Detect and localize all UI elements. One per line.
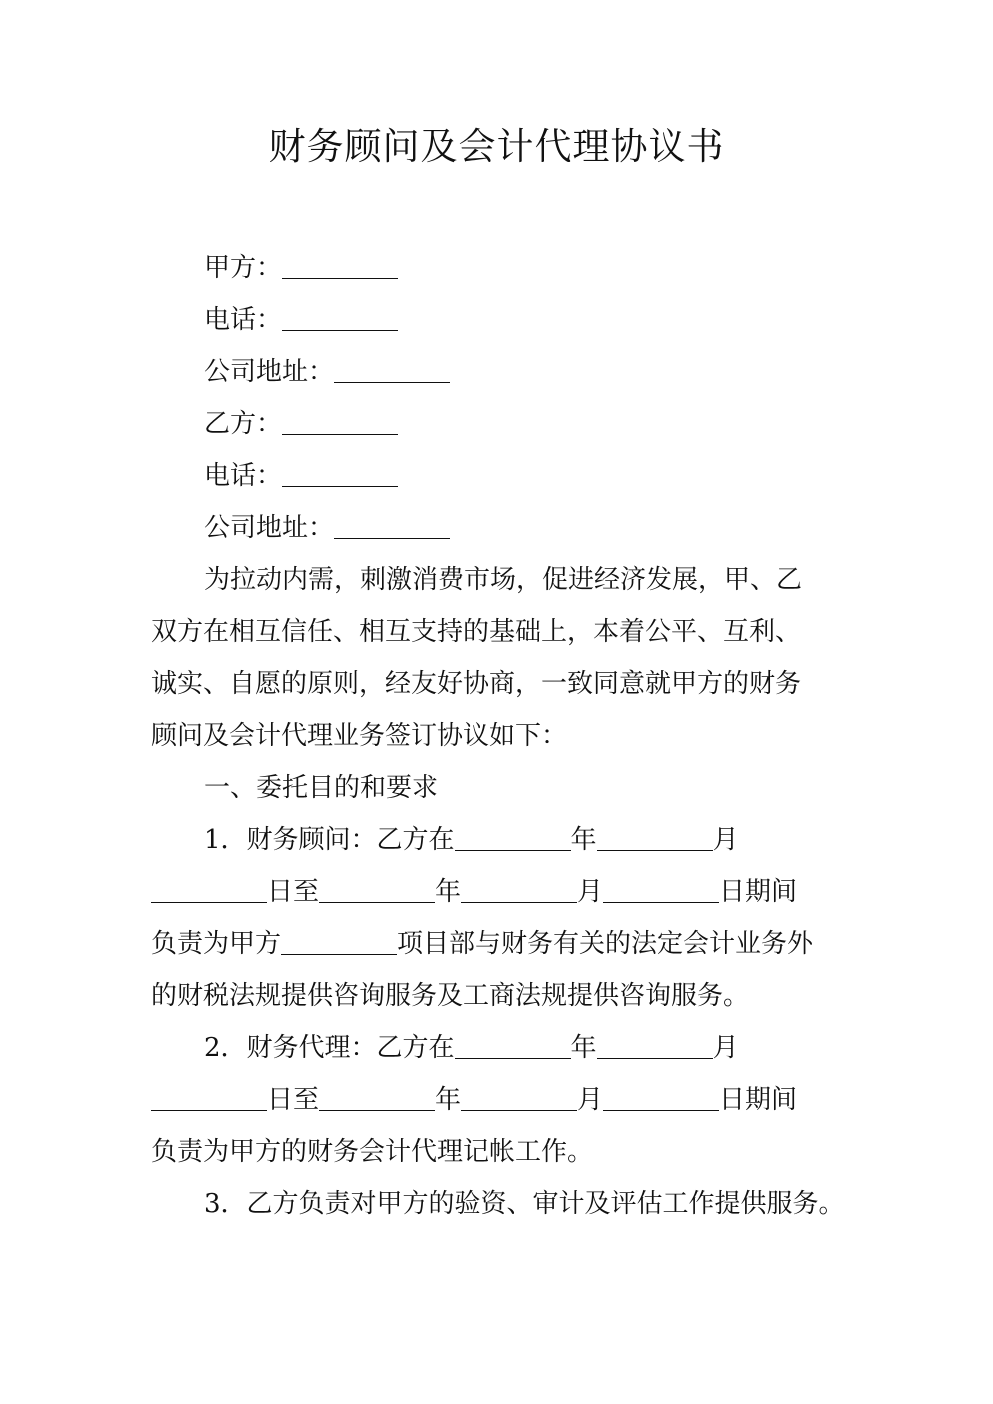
preamble-line-2: 双方在相互信任、相互支持的基础上，本着公平、互利、 <box>151 617 802 647</box>
party-b-label: 乙方： <box>204 409 283 439</box>
party-a-line <box>204 248 398 288</box>
preamble-line-3: 诚实、自愿的原则，经友好协商，一致同意就甲方的财务 <box>151 669 802 699</box>
clause-3-line: 3．乙方负责对甲方的验资、审计及评估工作提供服务。 <box>204 1189 845 1219</box>
clause-1-month2-label: 月 <box>577 877 604 907</box>
party-a-address-label: 公司地址： <box>204 357 335 387</box>
clause-2-month-label: 月 <box>712 1033 739 1063</box>
clause-2-prefix: 2．财务代理：乙方在 <box>204 1033 455 1063</box>
party-a-blank[interactable] <box>282 252 398 279</box>
clause-2-line-1 <box>204 1028 739 1068</box>
clause-1-line-3 <box>151 924 813 964</box>
clause-2-end-day-blank[interactable] <box>603 1084 719 1111</box>
clause-2-line-2 <box>151 1080 797 1120</box>
party-b-address-line <box>204 508 450 548</box>
party-a-phone-label: 电话： <box>204 305 283 335</box>
clause-1-start-month-blank[interactable] <box>597 824 713 851</box>
party-b-phone-line <box>204 456 398 496</box>
clause-1-year-label: 年 <box>570 825 597 855</box>
clause-2-start-year-blank[interactable] <box>455 1032 571 1059</box>
party-b-phone-label: 电话： <box>204 461 283 491</box>
clause-1-line-4: 的财税法规提供咨询服务及工商法规提供咨询服务。 <box>151 981 750 1011</box>
clause-2-year2-label: 年 <box>435 1085 462 1115</box>
clause-1-end-day-blank[interactable] <box>603 876 719 903</box>
clause-2-year-label: 年 <box>570 1033 597 1063</box>
party-a-phone-line <box>204 300 398 340</box>
clause-2-day-period-label: 日期间 <box>719 1085 798 1115</box>
clause-1-line-1 <box>204 820 739 860</box>
clause-2-end-year-blank[interactable] <box>319 1084 435 1111</box>
party-a-address-blank[interactable] <box>334 356 450 383</box>
party-b-blank[interactable] <box>282 408 398 435</box>
clause-1-year2-label: 年 <box>435 877 462 907</box>
preamble-line-1: 为拉动内需，刺激消费市场，促进经济发展，甲、乙 <box>204 565 803 595</box>
preamble-line-4: 顾问及会计代理业务签订协议如下： <box>151 721 568 751</box>
clause-1-project-blank[interactable] <box>281 928 397 955</box>
clause-1-day-period-label: 日期间 <box>719 877 798 907</box>
party-b-line <box>204 404 398 444</box>
clause-2-end-month-blank[interactable] <box>461 1084 577 1111</box>
clause-1-day-from-label: 日至 <box>267 877 320 907</box>
clause-2-line-3: 负责为甲方的财务会计代理记帐工作。 <box>151 1137 594 1167</box>
party-b-phone-blank[interactable] <box>282 460 398 487</box>
party-b-address-label: 公司地址： <box>204 513 335 543</box>
party-a-label: 甲方： <box>204 253 283 283</box>
clause-1-line-2 <box>151 872 797 912</box>
clause-1-line-3-suffix: 项目部与财务有关的法定会计业务外 <box>397 929 814 959</box>
clause-1-month-label: 月 <box>712 825 739 855</box>
party-a-address-line <box>204 352 450 392</box>
party-b-address-blank[interactable] <box>334 512 450 539</box>
document-title: 财务顾问及会计代理协议书 <box>268 125 725 168</box>
party-a-phone-blank[interactable] <box>282 304 398 331</box>
clause-1-end-month-blank[interactable] <box>461 876 577 903</box>
clause-1-start-day-blank[interactable] <box>151 876 267 903</box>
clause-1-line-3-prefix: 负责为甲方 <box>151 929 282 959</box>
clause-2-month2-label: 月 <box>577 1085 604 1115</box>
clause-2-day-from-label: 日至 <box>267 1085 320 1115</box>
clause-1-start-year-blank[interactable] <box>455 824 571 851</box>
clause-1-prefix: 1．财务顾问：乙方在 <box>204 825 455 855</box>
clause-1-end-year-blank[interactable] <box>319 876 435 903</box>
section-1-heading: 一、委托目的和要求 <box>204 773 439 803</box>
clause-2-start-day-blank[interactable] <box>151 1084 267 1111</box>
clause-2-start-month-blank[interactable] <box>597 1032 713 1059</box>
